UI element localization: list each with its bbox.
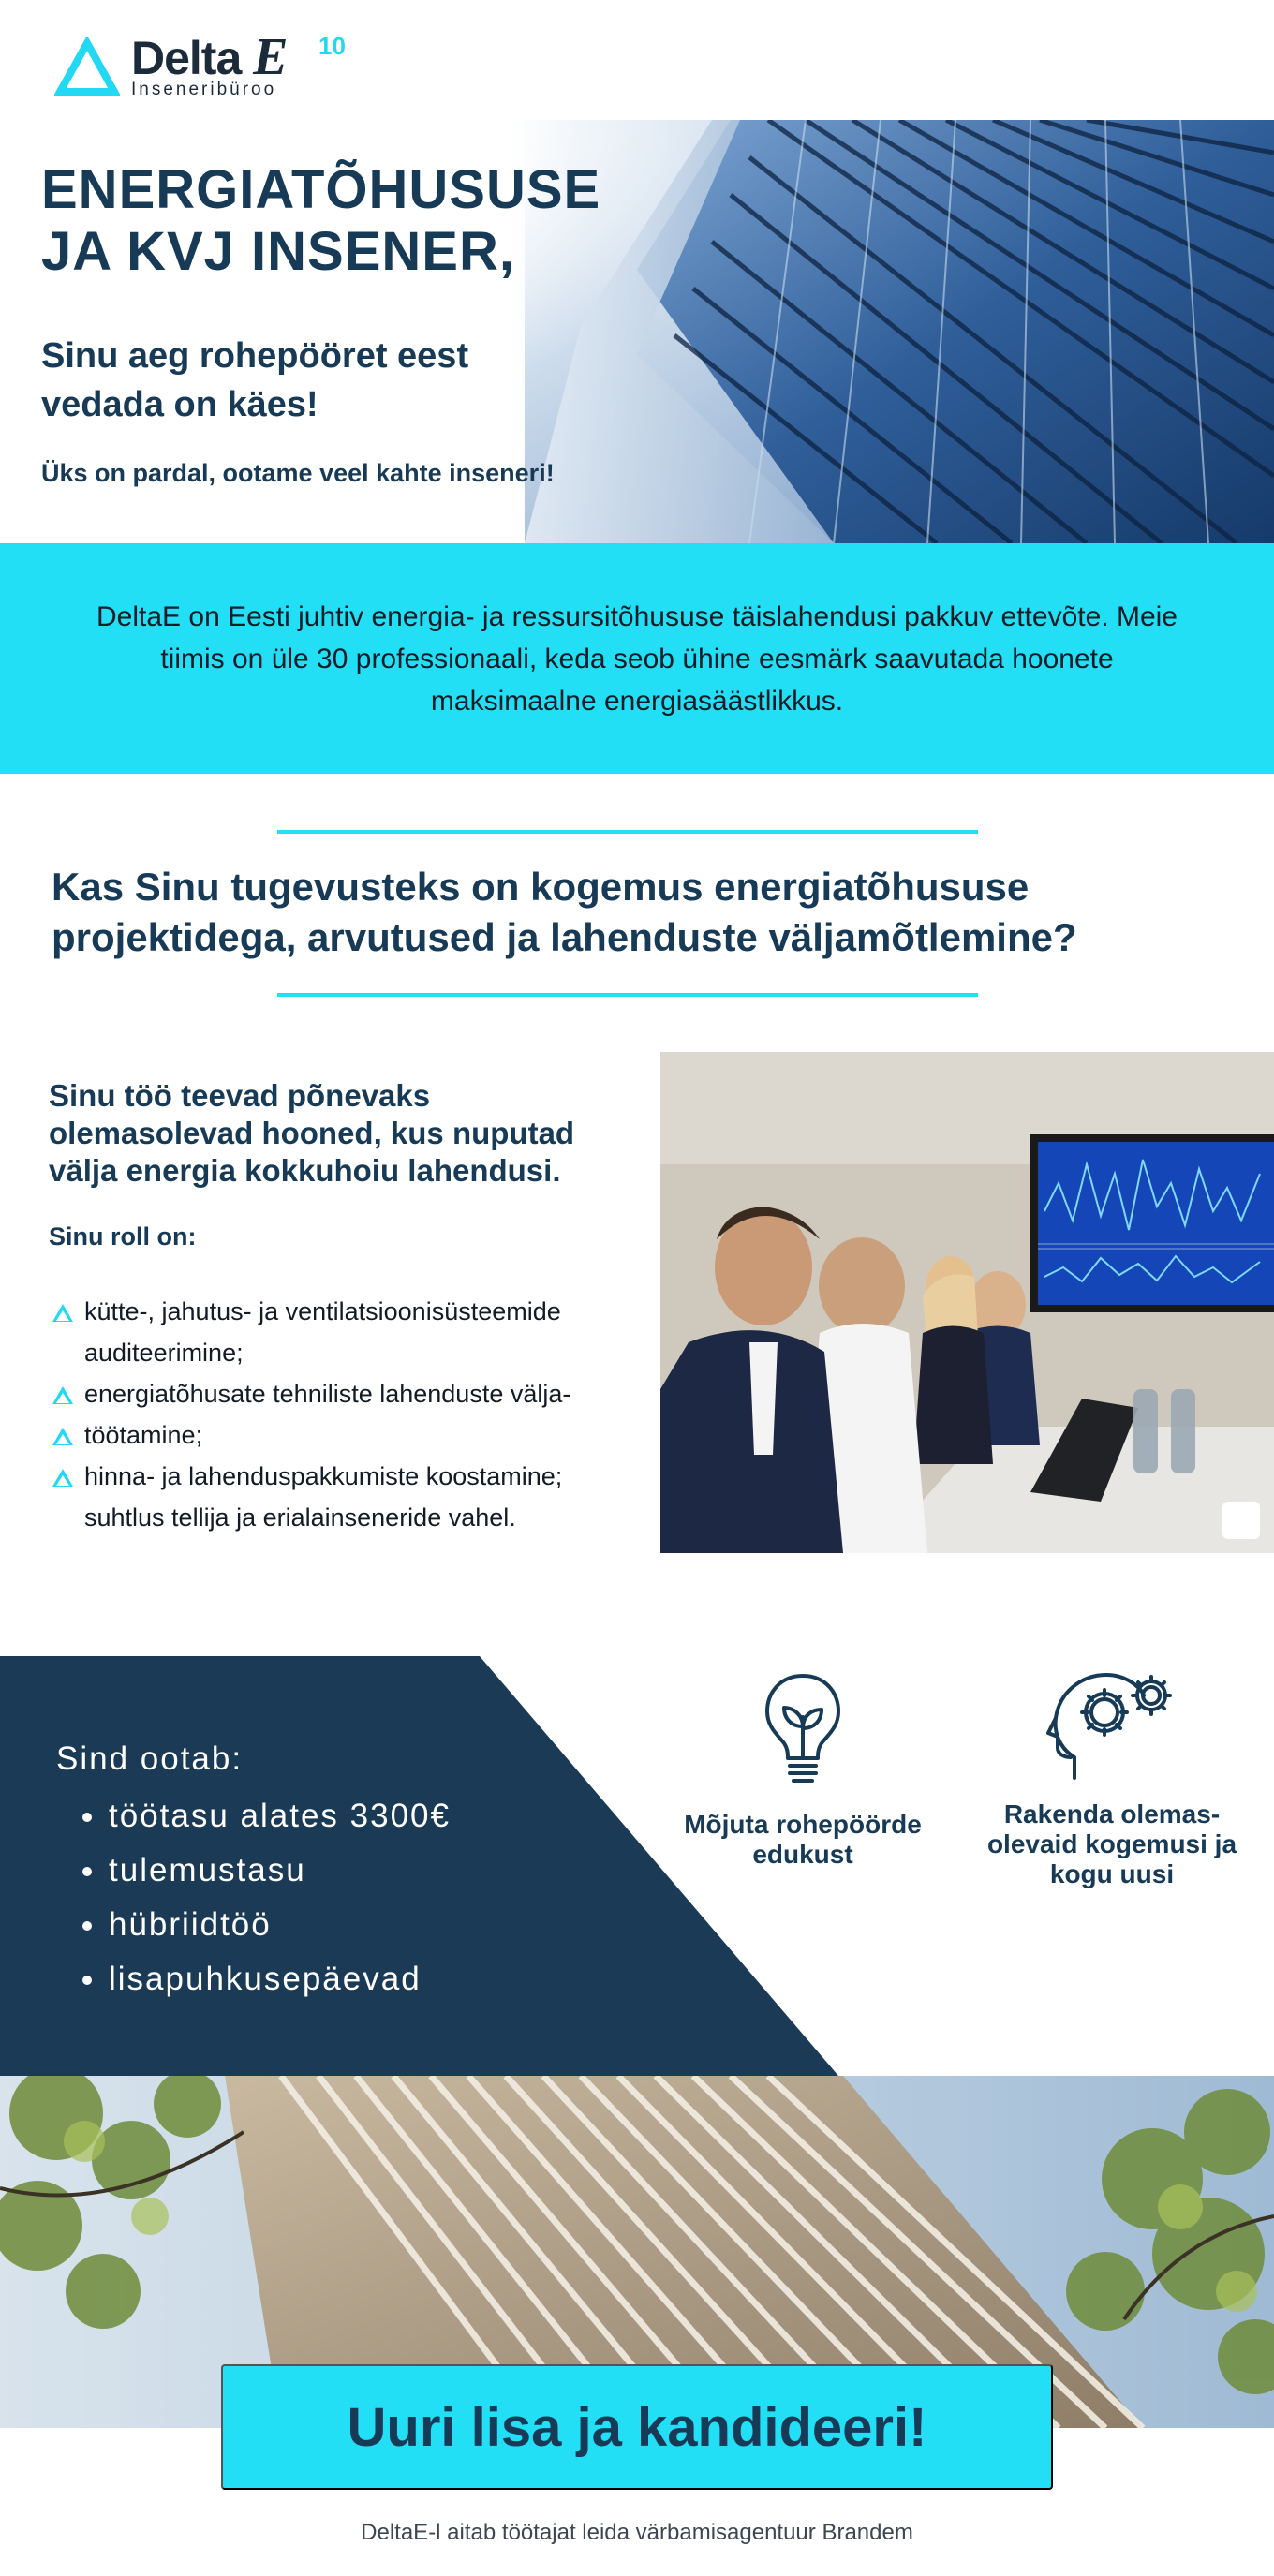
feature-label-line1: Mõjuta rohepöörde — [684, 1810, 922, 1839]
company-intro-text: DeltaE on Eesti juhtiv energia- ja ressursitõhususe täislahendusi pakkuv ettevõte. Meie tiimis on üle 30 professionaali, keda seob ühine eesmärk saavutada hoonete maksimaalne energiasäästlikkus. — [96, 600, 1178, 717]
list-item: töötasu alates 3300€ — [56, 1789, 451, 1843]
role-heading: Sinu töö teevad põnevaks olemasolevad hooned, kus nuputad välja energia kokkuhoiu lahendusi. — [49, 1078, 575, 1188]
lightbulb-leaf-icon — [762, 1672, 844, 1789]
divider-top — [277, 830, 978, 834]
hero-subtitle-line2: vedada on käes! — [41, 385, 318, 424]
logo-letter: E — [253, 28, 288, 86]
list-item: hinna- ja lahenduspakkumiste koostamine; — [49, 1456, 630, 1497]
logo-wordmark — [131, 28, 346, 100]
role-label: Sinu roll on: — [49, 1222, 197, 1251]
divider-bottom — [277, 993, 978, 997]
feature-label-line2: olevaid kogemusi ja — [986, 1829, 1237, 1858]
hero-title — [41, 159, 600, 283]
company-intro-band — [0, 543, 1274, 774]
list-item: hübriidtöö — [56, 1898, 451, 1952]
hero-subtitle-line1: Sinu aeg rohepööret eest — [41, 336, 469, 376]
question-line1: Kas Sinu tugevusteks on kogemus energiatõhususe — [52, 865, 1030, 909]
list-item: auditeerimine; — [84, 1339, 244, 1367]
hero-banner — [0, 120, 1274, 543]
feature-label-line1: Rakenda olemas- — [1003, 1799, 1221, 1828]
feature-label-line2: edukust — [752, 1840, 853, 1869]
offer-title: Sind ootab: — [56, 1740, 244, 1777]
question-line2: projektidega, arvutused ja lahenduste väljamõtlemine? — [52, 915, 1077, 959]
logo-subtitle: Inseneribüroo — [131, 80, 277, 99]
hero-subtitle — [41, 332, 468, 429]
footer-note: DeltaE-l aitab töötajat leida värbamisagentuur Brandem — [361, 2520, 913, 2545]
triangle-logo-icon — [54, 37, 120, 97]
list-item: kütte-, jahutus- ja ventilatsioonisüsteemide — [49, 1291, 630, 1332]
feature-label-line3: kogu uusi — [1049, 1859, 1175, 1888]
company-logo[interactable] — [54, 28, 346, 99]
feature-green-transition — [656, 1672, 950, 1870]
apply-button[interactable]: Uuri lisa ja kandideeri! — [221, 2364, 1053, 2490]
list-item: energiatõhusate tehniliste lahenduste välja- — [49, 1373, 630, 1414]
list-item: töötamine; — [49, 1414, 630, 1456]
hero-title-line2: JA KVJ INSENER, — [41, 221, 515, 282]
team-meeting-photo — [660, 1052, 1274, 1553]
list-item: lisapuhkusepäevad — [56, 1952, 451, 2006]
feature-apply-experience — [965, 1667, 1259, 1889]
glass-building-photo — [525, 120, 1274, 543]
logo-superscript: 10 — [318, 32, 346, 60]
question-heading — [52, 862, 1232, 963]
list-item: suhtlus tellija ja erialainseneride vahel. — [84, 1503, 516, 1532]
hero-note: Üks on pardal, ootame veel kahte inseneri! — [41, 459, 555, 487]
hero-title-line1: ENERGIATÕHUSUSE — [41, 159, 601, 220]
role-list — [49, 1291, 630, 1538]
list-item: tulemustasu — [56, 1843, 451, 1898]
offer-list — [56, 1789, 451, 2006]
logo-name: Delta — [131, 32, 242, 84]
head-gears-icon — [1046, 1667, 1178, 1784]
